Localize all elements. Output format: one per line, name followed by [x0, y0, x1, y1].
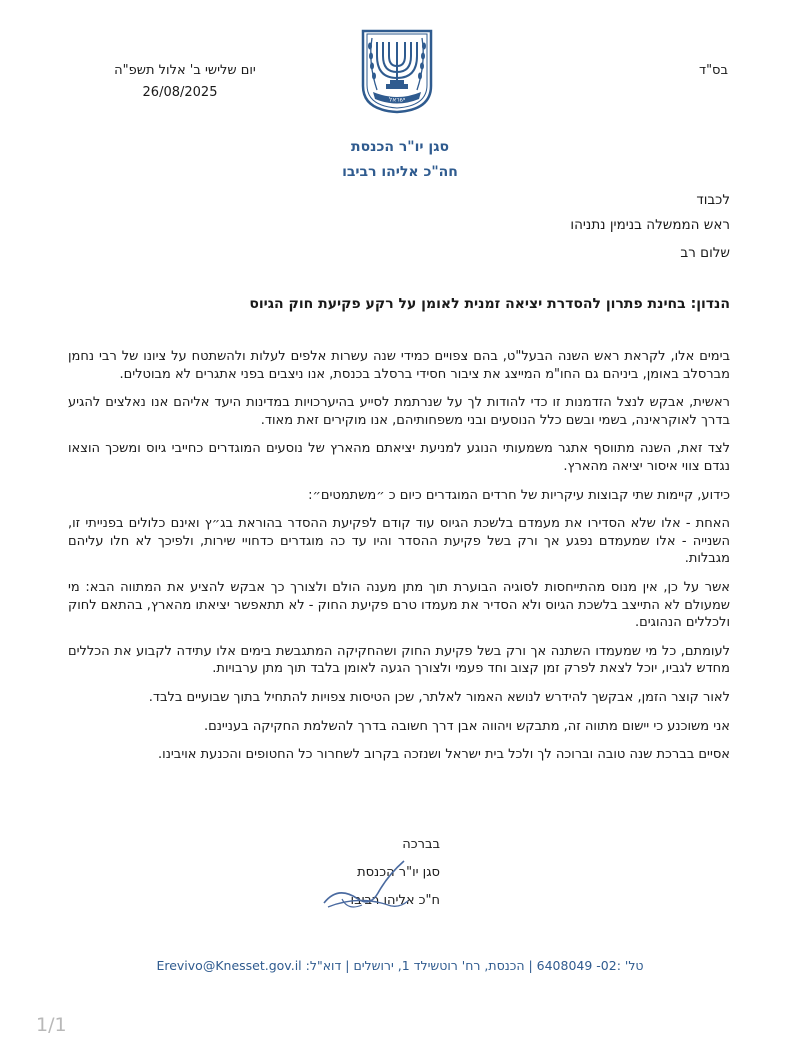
closing-blessing: בברכה: [402, 837, 440, 852]
body-paragraph: האחת - אלו שלא הסדירו את מעמדם בלשכת הגיוס עוד קודם לפקיעת ההסדר בהוראת בג״ץ ואינם כלולים בפנייתי זו, השנייה - אלו שמעמדם נפגע אך ורק בשל פקיעת ההסדר והיו עד כה מוגדרים כדחויי שירות, ולפיכך לא חלו עליהם מגבלות.: [68, 516, 730, 567]
body-paragraph: לעומתם, כל מי שמעמדו השתנה אך ורק בשל פקיעת החוק ושהחקיקה המתגבשת בימים אלו עתידה לקבוע את הכללים מחדש לגביו, יוכל לצאת לפרק זמן קצוב וחד פעמי ולצורך הגעה לאומן בלבד תוך מתן ערבויות.: [68, 643, 730, 677]
body-paragraph: לאור קוצר הזמן, אבקשך להידרש לנושא האמור לאלתר, שכן הטיסות צפויות להתחיל בתוך שבועיים בלבד.: [148, 689, 730, 705]
handwritten-signature: [318, 855, 413, 917]
subject-text: בחינת פתרון להסדרת יציאה זמנית לאומן על רקע פקיעת חוק הגיוס: [249, 296, 686, 312]
body-paragraph: בימים אלו, לקראת ראש השנה הבעל"ט, בהם צפויים כמידי שנה עשרות אלפים לעלות ולהשתטח על ציונו של רבי נחמן מברסלב באומן, ביניהם גם החו"מ המייצג את ציבור חסידי ברסלב בכנסת, אנו ניצבים בפני אתגרים לא מבוטלים.: [68, 349, 730, 382]
subject-line: [249, 296, 730, 312]
footer-details: טל' :02- 6408049 | הכנסת, רח' רוטשילד 1, ירושלים | דוא"ל:: [305, 958, 644, 973]
closing-title: סגן יו"ר הכנסת: [357, 865, 440, 880]
state-emblem-icon: [359, 28, 435, 114]
body-paragraph: אשר על כן, אין מנוס מהתייחסות לסוגיה הבוערת תוך מתן מענה הולם ולצורך כך אבקש להציע את המתווה הבא: מי שמעולם לא התייצב בלשכת הגיוס ולא הסדיר את מעמדו טרם פקיעת החוק - לא תתאפשר יציאתו מהארץ, בהתאם לחוק ולכללים הנהוגים.: [68, 579, 730, 631]
sender-name: חה"כ אליהו רביבו: [342, 164, 458, 180]
body-paragraph: ראשית, אבקש לנצל הזדמנות זו כדי להודות לך על שנרתמת לסייע בהיערכויות במדינות היעד אליהם אנו נאלצים להגיע בדרך לאוקראינה, בשמי ובשם כלל הנוסעים ובני משפחותיהם, אנו מוקירים זאת מאוד.: [68, 395, 730, 428]
footer-email[interactable]: Erevivo@Knesset.gov.il: [156, 958, 302, 973]
letter-body: [68, 348, 730, 775]
body-paragraph: אני משוכנע כי יישום מתווה זה, מתבקש ויהווה אבן דרך חשובה בדרך להשלמת החקיקה בעניינם.: [203, 718, 730, 734]
sender-title: סגן יו"ר הכנסת: [351, 139, 449, 155]
recipient-label: לכבוד: [696, 192, 730, 208]
body-paragraph: לצד זאת, השנה מתווסף אתגר משמעותי הנוגע למניעת יציאתם מהארץ של נוסעים המוגדרים כחייבי גיוס ומשכך הוצאו נגדם צווי איסור יציאה מהארץ.: [68, 441, 730, 474]
body-paragraph: כידוע, קיימות שתי קבוצות עיקריות של חרדים המוגדרים כיום כ ״משתמטים״:: [308, 487, 730, 503]
page-indicator: 1/1: [36, 1014, 67, 1036]
body-paragraph: אסיים בברכת שנה טובה וברוכה לך ולכל בית ישראל ושנזכה בקרוב לשחרור כל החטופים והכנעת אויבינו.: [158, 747, 730, 763]
hebrew-date: יום שלישי ב' אלול תשפ"ה: [114, 63, 256, 78]
closing-name: ח"כ אליהו רביבו: [350, 893, 440, 908]
subject-label: הנדון:: [690, 296, 730, 312]
gregorian-date: 26/08/2025: [142, 85, 218, 100]
greeting: שלום רב: [680, 245, 730, 261]
svg-text:ישראל: ישראל: [388, 96, 406, 104]
footer-contact: [0, 958, 800, 973]
recipient-name: ראש הממשלה בנימין נתניהו: [570, 217, 730, 233]
bsd-mark: בס"ד: [698, 63, 728, 78]
